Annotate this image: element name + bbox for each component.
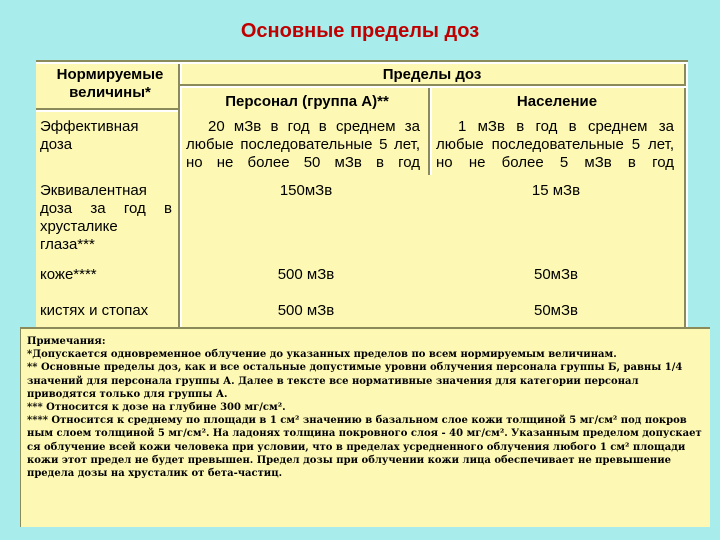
note-line: ся облучение всей кожи человека при условии, что в пределах усредненного облучения любого 1 см² площади: [27, 441, 686, 453]
note-line: приводятся только для группы А.: [27, 388, 228, 400]
table-divider: [180, 84, 686, 88]
notes-panel: [20, 327, 710, 527]
note-line: **** Относится к среднему по площади в 1 см² значению в базальном слое кожи толщиной 5 мг/см² под покров: [27, 415, 687, 427]
row-name-skin: коже****: [40, 266, 97, 283]
note-line: ** Основные пределы доз, как и все остальные допустимые уровни облучения персонала группы Б, равны 1/4: [27, 362, 683, 374]
table-divider: [36, 108, 178, 112]
header-public: Население: [516, 93, 598, 110]
row-public-hands-feet: 50мЗв: [533, 302, 579, 319]
table-divider: [684, 60, 688, 328]
row-staff-hands-feet: 500 мЗв: [277, 302, 335, 319]
note-line: предела дозы на хрусталик от бета-частиц.: [27, 468, 283, 480]
note-line: кожи этот предел не будет превышен. Предел дозы при облучении кожи лица обеспечивает не превышение: [27, 454, 672, 466]
row-staff-lens-dose: 150мЗв: [279, 182, 333, 199]
table-divider: [178, 60, 182, 328]
note-line: *** Относится к дозе на глубине 300 мг/см².: [27, 402, 286, 414]
row-public-skin: 50мЗв: [533, 266, 579, 283]
row-staff-effective-dose: 20 мЗв в год в среднем за любые последовательные 5 лет, но не более 50 мЗв в год: [186, 118, 420, 171]
header-normalized-values: Нормируемые величины*: [56, 66, 164, 101]
table-divider: [428, 85, 432, 175]
row-staff-skin: 500 мЗв: [277, 266, 335, 283]
table-divider: [36, 60, 688, 64]
row-name-hands-feet: кистях и стопах: [40, 302, 149, 319]
row-name-effective-dose: Эффективная доза: [40, 118, 139, 153]
row-public-effective-dose: 1 мЗв в год в среднем за любые последовательные 5 лет, но не более 5 мЗв в год: [436, 118, 674, 171]
row-name-lens-dose: Эквивалентная доза за год в хрусталике глаза***: [40, 182, 172, 253]
note-line: значений для персонала группы А. Далее в тексте все нормативные значения для категории персонал: [27, 375, 639, 387]
page-title: Основные пределы доз: [240, 20, 480, 42]
header-dose-limits: Пределы доз: [382, 66, 482, 83]
row-public-lens-dose: 15 мЗв: [531, 182, 581, 199]
note-line: ным слоем толщиной 5 мг/см². На ладонях толщина покровного слоя - 40 мг/см². Указанным пределом допускает: [27, 428, 702, 440]
header-staff: Персонал (группа А)**: [225, 93, 389, 110]
notes-heading: Примечания:: [27, 336, 106, 347]
note-line: *Допускается одновременное облучение до указанных пределов по всем нормируемым величинам.: [27, 349, 617, 361]
